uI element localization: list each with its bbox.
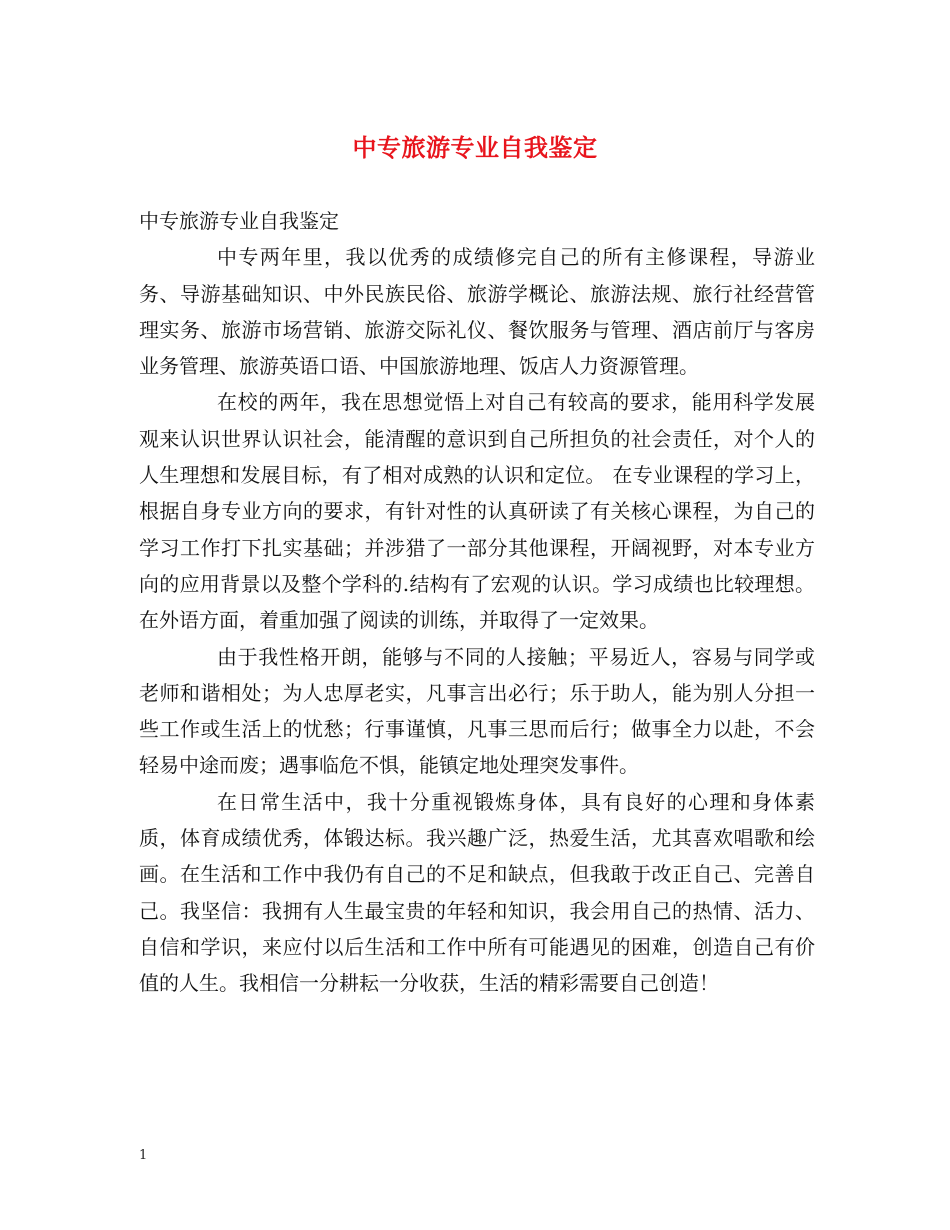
paragraph-life: 在日常生活中，我十分重视锻炼身体，具有良好的心理和身体素质，体育成绩优秀，体锻达标。我兴趣广泛，热爱生活，尤其喜欢唱歌和绘画。在生活和工作中我仍有自己的不足和缺点，但我敢于改正自己、完善自己。我坚信：我拥有人生最宝贵的年轻和知识，我会用自己的热情、活力、自信和学识，来应付以后生活和工作中所有可能遇见的困难，创造自己有价值的人生。我相信一分耕耘一分收获，生活的精彩需要自己创造！ [139,789,815,996]
page-number: 1 [139,1148,148,1163]
document-body [139,203,815,1002]
document-subtitle: 中专旅游专业自我鉴定 [139,209,339,233]
paragraph-study: 在校的两年，我在思想觉悟上对自己有较高的要求，能用科学发展观来认识世界认识社会，能清醒的意识到自己所担负的社会责任，对个人的人生理想和发展目标，有了相对成熟的认识和定位。 在专业课程的学习上，根据自身专业方向的要求，有针对性的认真研读了有关核心课程，为自己的学习工作打下扎实基础；并涉猎了一部分其他课程，开阔视野，对本专业方向的应用背景以及整个学科的.结构有了宏观的认识。学习成绩也比较理想。在外语方面，着重加强了阅读的训练，并取得了一定效果。 [139,390,815,633]
paragraph-personality: 由于我性格开朗，能够与不同的人接触；平易近人，容易与同学或老师和谐相处；为人忠厚老实，凡事言出必行；乐于助人，能为别人分担一些工作或生活上的忧愁；行事谨慎，凡事三思而后行；做事全力以赴，不会轻易中途而废；遇事临危不惧，能镇定地处理突发事件。 [139,644,815,778]
paragraph-courses: 中专两年里，我以优秀的成绩修完自己的所有主修课程，导游业务、导游基础知识、中外民族民俗、旅游学概论、旅游法规、旅行社经营管理实务、旅游市场营销、旅游交际礼仪、餐饮服务与管理、酒店前厅与客房业务管理、旅游英语口语、中国旅游地理、饭店人力资源管理。 [139,245,815,379]
document-title: 中专旅游专业自我鉴定 [352,133,598,162]
